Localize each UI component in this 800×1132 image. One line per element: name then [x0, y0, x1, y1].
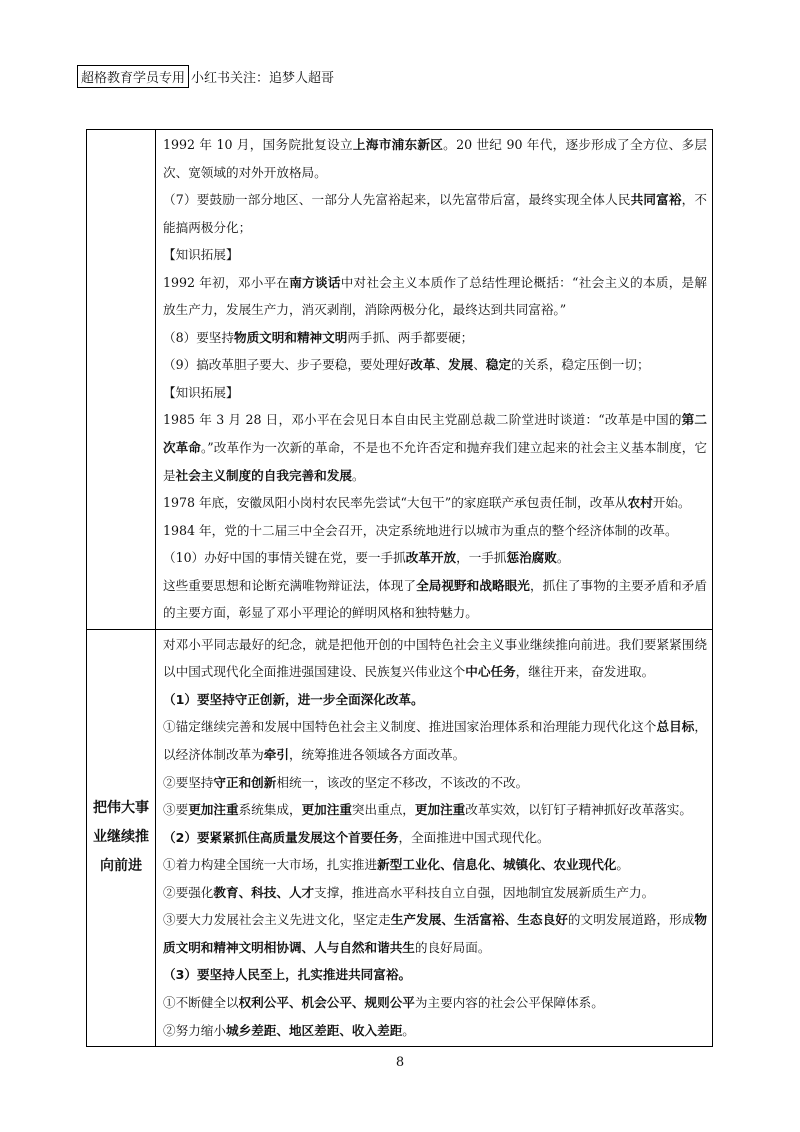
table-row: [87, 130, 713, 630]
paragraph: ②要强化教育、科技、人才支撑，推进高水平科技自立自强，因地制宜发展新质生产力。: [163, 884, 655, 900]
page-header: [77, 65, 334, 88]
row-label: 把伟大事业继续推向前进: [87, 629, 156, 1046]
paragraph: ①锚定继续完善和发展中国特色社会主义制度、推进国家治理体系和治理能力现代化这个总目标，以经济体制改革为牵引，统筹推进各领域各方面改革。: [163, 719, 708, 763]
row-label-empty: [87, 130, 156, 630]
row-content: [156, 130, 713, 630]
paragraph: （8）要坚持物质文明和精神文明两手抓、两手都要硬；: [163, 329, 474, 345]
subheading: （1）要坚持守正创新，进一步全面深化改革。: [163, 691, 424, 707]
paragraph: ①着力构建全国统一大市场，扎实推进新型工业化、信息化、城镇化、农业现代化。: [163, 857, 629, 873]
knowledge-extension-heading: 【知识拓展】: [163, 384, 239, 400]
paragraph: （2）要紧紧抓住高质量发展这个首要任务，全面推进中国式现代化。: [163, 829, 550, 845]
paragraph: 1985 年 3 月 28 日，邓小平在会见日本自由民主党副总裁二阶堂进时谈道：“改革是中国的第二次革命。”改革作为一次新的革命，不是也不允许否定和抛弃我们建立起来的社会主义基本制度，它是社会主义制度的自我完善和发展。: [163, 412, 708, 483]
paragraph: （7）要鼓励一部分地区、一部分人先富裕起来，以先富带后富，最终实现全体人民共同富裕，不能搞两极分化；: [163, 192, 708, 235]
paragraph: 1992 年初，邓小平在南方谈话中对社会主义本质作了总结性理论概括：“社会主义的本质，是解放生产力，发展生产力，消灭剥削，消除两极分化，最终达到共同富裕。”: [163, 274, 707, 318]
knowledge-extension-heading: 【知识拓展】: [163, 247, 239, 263]
row-content: [156, 629, 713, 1046]
header-badge: 超格教育学员专用: [77, 65, 189, 88]
paragraph: ②努力缩小城乡差距、地区差距、收入差距。: [163, 1022, 415, 1038]
paragraph: 1978 年底，安徽凤阳小岗村农民率先尝试“大包干”的家庭联产承包责任制，改革从农村开始。: [163, 495, 691, 511]
content-table: [86, 129, 713, 1047]
paragraph: 对邓小平同志最好的纪念，就是把他开创的中国特色社会主义事业继续推向前进。我们要紧紧围绕以中国式现代化全面推进强国建设、民族复兴伟业这个中心任务，继往开来，奋发进取。: [163, 636, 707, 680]
header-note: 小红书关注：追梦人超哥: [191, 71, 335, 86]
paragraph: （10）办好中国的事情关键在党，要一手抓改革开放，一手抓惩治腐败。: [163, 550, 570, 566]
paragraph: 这些重要思想和论断充满唯物辩证法，体现了全局视野和战略眼光，抓住了事物的主要矛盾和矛盾的主要方面，彰显了邓小平理论的鲜明风格和独特魅力。: [163, 577, 708, 621]
table-row: [87, 629, 713, 1046]
page-number: 8: [395, 1055, 405, 1070]
paragraph: 1992 年 10 月，国务院批复设立上海市浦东新区。20 世纪 90 年代，逐步形成了全方位、多层次、宽领域的对外开放格局。: [163, 137, 708, 180]
paragraph: （9）搞改革胆子要大、步子要稳，要处理好改革、发展、稳定的关系，稳定压倒一切；: [163, 357, 650, 373]
paragraph: 1984 年，党的十二届三中全会召开，决定系统地进行以城市为重点的整个经济体制的改革。: [163, 522, 678, 538]
paragraph: ③要更加注重系统集成，更加注重突出重点，更加注重改革实效，以钉钉子精神抓好改革落实。: [163, 802, 692, 818]
paragraph: ②要坚持守正和创新相统一，该改的坚定不移改，不该改的不改。: [163, 774, 529, 790]
subheading: （3）要坚持人民至上，扎实推进共同富裕。: [163, 967, 412, 983]
paragraph: ③要大力发展社会主义先进文化，坚定走生产发展、生活富裕、生态良好的文明发展道路，形成物质文明和精神文明相协调、人与自然和谐共生的良好局面。: [163, 912, 708, 955]
paragraph: ①不断健全以权利公平、机会公平、规则公平为主要内容的社会公平保障体系。: [163, 994, 604, 1010]
